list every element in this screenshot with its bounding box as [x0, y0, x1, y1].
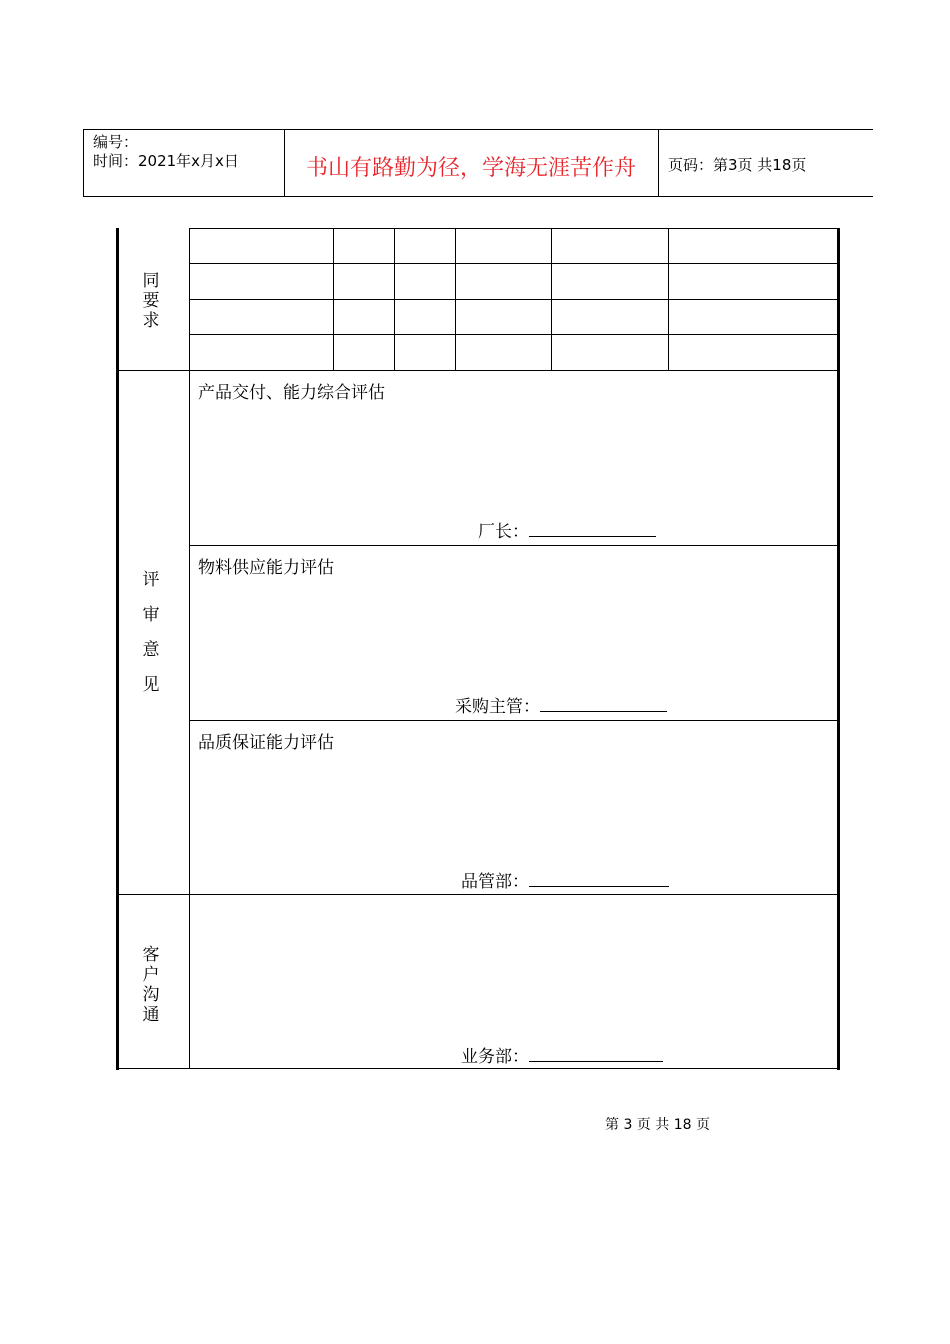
document-number-label: 编号： [93, 133, 139, 151]
eval-quality-signer-label: 品管部： [461, 872, 529, 892]
customer-signature-line[interactable] [529, 1045, 663, 1062]
header-motto: 书山有路勤为径，学海无涯苦作舟 [305, 156, 636, 181]
eval-supply-signature-line[interactable] [540, 695, 667, 712]
eval-supply-signature [455, 692, 667, 717]
eval-quality-signature-line[interactable] [529, 870, 669, 887]
eval-quality-title: 品质保证能力评估 [198, 733, 334, 753]
eval-supply-signer-label: 采购主管： [455, 697, 540, 717]
section-label-review-opinions: 评审意见 [142, 570, 160, 695]
section-label-customer-communication: 客户沟通 [142, 945, 160, 1025]
eval-supply-title: 物料供应能力评估 [198, 558, 334, 578]
document-date-label: 时间：2021年x月x日 [93, 152, 239, 170]
eval-delivery-signature-line[interactable] [529, 520, 656, 537]
section-label-requirements: 同要求 [142, 271, 160, 331]
eval-quality-signature [461, 867, 669, 892]
footer-page-number: 第 3 页 共 18 页 [605, 1117, 710, 1133]
customer-signer-label: 业务部： [461, 1047, 529, 1067]
customer-signature [461, 1042, 663, 1067]
eval-delivery-signer-label: 厂长： [478, 522, 529, 542]
page-number-label: 页码：第3页 共18页 [668, 156, 807, 174]
eval-delivery-signature [478, 517, 656, 542]
eval-delivery-title: 产品交付、能力综合评估 [198, 383, 385, 403]
